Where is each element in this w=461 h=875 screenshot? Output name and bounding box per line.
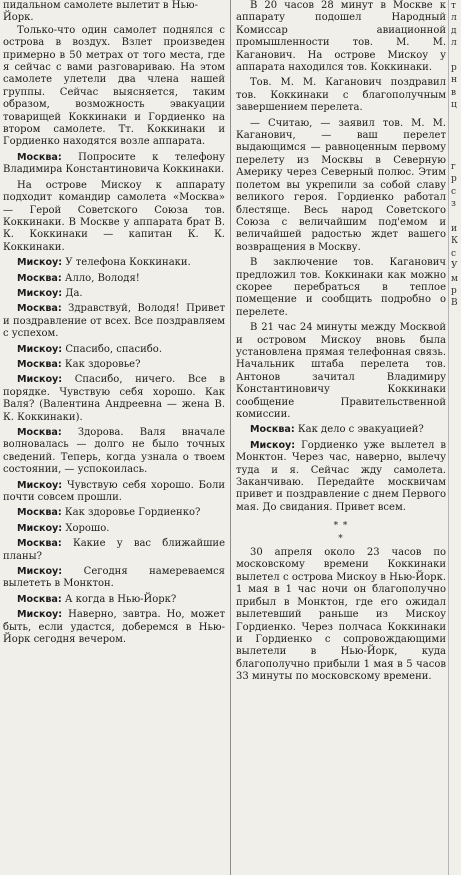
left-paragraph-2: На острове Мискоу к аппарату подходит командир самолета «Москва» — Герой Советского Союза тов. Коккинаки. В Москве у аппарата брат В. К. Коккинаки — капитан К. К. Коккинаки. <box>3 179 225 253</box>
edge-fragment: и <box>451 224 457 235</box>
dialogue-line <box>3 374 225 424</box>
dialogue-text: Гордиенко уже вылетел в Монктон. Через час, наверно, вылечу туда и я. Сейчас жду самолета. Заканчиваю. Передайте москвичам привет и поздравление с днем Первого мая. До свидания. Привет всем. <box>236 439 446 513</box>
speaker-label: Мискоу: <box>17 609 63 621</box>
edge-fragment: л <box>451 13 457 24</box>
dialogue-text: Наверно, завтра. Но, может быть, если удастся, доберемся в Нью-Йорк сегодня вечером. <box>3 609 225 646</box>
dialogue-line <box>3 538 225 563</box>
dialogue-text: Как дело с эвакуацией? <box>297 424 424 436</box>
dialogue-text: Чувствую себя хорошо. Боли почти совсем прошли. <box>3 479 225 504</box>
left-column <box>3 0 225 647</box>
left-dialogue-intro <box>3 152 225 177</box>
edge-fragment: У <box>451 261 458 272</box>
dialogue-line <box>3 257 225 269</box>
speaker-label: Мискоу: <box>17 374 63 386</box>
dialogue-line <box>3 609 225 646</box>
adjacent-column-fragment <box>451 0 461 875</box>
speaker-label: Москва: <box>17 427 62 438</box>
dialogue-text: Хорошо. <box>65 522 110 534</box>
speaker-label: Мискоу: <box>17 257 63 269</box>
edge-fragment: р <box>451 174 457 185</box>
edge-fragment: з <box>451 199 456 210</box>
dialogue-line <box>3 303 225 340</box>
speaker-label: Москва: <box>17 151 62 163</box>
dialogue-text: Как здоровье? <box>64 358 141 370</box>
speaker-label: Москва: <box>17 272 62 284</box>
edge-fragment <box>451 136 461 148</box>
dialogue-text: У телефона Коккинаки. <box>65 257 191 269</box>
dialogue-line <box>3 344 225 356</box>
edge-fragment: ц <box>451 100 457 111</box>
edge-fragment: м <box>451 273 459 284</box>
speaker-label: Мискоу: <box>250 439 296 451</box>
edge-fragment: н <box>451 75 457 86</box>
edge-fragment: д <box>451 25 457 36</box>
edge-fragment: В <box>451 298 458 309</box>
dialogue-text: Какие у вас ближайшие планы? <box>3 538 225 562</box>
speaker-label: Москва: <box>17 538 62 550</box>
left-opening-line: пидальном самолете вылетит в Нью-Йорк. <box>3 0 198 24</box>
right-paragraph-2: Тов. М. М. Каганович поздравил тов. Коккинаки с благополучным завершением перелета. <box>236 77 446 114</box>
left-paragraph-1: Только-что один самолет поднялся с острова в воздух. Взлет произведен примерно в 50 метрах от того места, где я сейчас с вами разговариваю. На этом самолете улетели два члена нашей группы. Сейчас выясняется, таким образом, возможность эвакуации товарищей Коккинаки и Гордиенко на втором самолете. Тт. Коккинаки и Гордиенко находятся возле аппарата. <box>3 24 225 148</box>
right-paragraph-5: В 21 час 24 минуты между Москвой и островом Мискоу вновь была установлена прямая телефонная связь. Начальник штаба перелета тов. Антонов зачитал Владимиру Константиновичу Коккинаки сообщение Правительственной комиссии. <box>236 322 446 420</box>
speaker-label: Мискоу: <box>17 287 63 299</box>
dialogue-line <box>3 523 225 535</box>
dialogue-text: Здорова. Валя вначале волновалась — долго не было точных сведений. Теперь, когда узнала о твоем состоянии, — успокоилась. <box>3 427 225 476</box>
right-dialogue-2 <box>236 440 446 514</box>
speaker-label: Мискоу: <box>17 343 63 355</box>
dialogue-text: Здравствуй, Володя! Привет и поздравление от всех. Все поздравляем с успехом. <box>3 303 225 340</box>
column-divider <box>230 0 231 875</box>
speaker-label: Мискоу: <box>17 522 63 534</box>
dialogue-line <box>3 566 225 591</box>
edge-fragment: с <box>451 186 457 197</box>
dialogue-line <box>3 507 225 519</box>
speaker-label: Москва: <box>250 424 295 436</box>
dialogue-text: Как здоровье Гордиенко? <box>64 507 201 519</box>
speaker-label: Москва: <box>17 593 62 605</box>
right-paragraph-1: В 20 часов 28 минут в Москве к аппарату подошел Народный Комиссар авиационной промышленности тов. М. М. Каганович. На острове Мискоу у аппарата находился тов. Коккинаки. <box>236 0 446 74</box>
dialogue-text: Спасибо, ничего. Все в порядке. Чувствую себя хорошо. Как Валя? (Валентина Андреевна — жена В. К. Коккинаки). <box>3 374 225 423</box>
speaker-label: Москва: <box>17 303 62 315</box>
section-separator: * * * <box>333 521 349 544</box>
dialogue-text: Сегодня намереваемся вылететь в Монктон. <box>3 566 225 590</box>
edge-fragment: р <box>451 62 457 73</box>
edge-fragment: в <box>451 87 457 98</box>
dialogue-text: Алло, Володя! <box>64 272 140 284</box>
dialogue-list <box>3 257 225 646</box>
edge-fragment: г <box>451 162 456 173</box>
right-paragraph-6: 30 апреля около 23 часов по московскому времени Коккинаки вылетел с острова Мискоу в Нью-Йорк. 1 мая в 1 час ночи он благополучно прибыл в Монктон, где его ожидал вылетевший раньше из Мискоу Гордиенко. Через полчаса Коккинаки и Гордиенко с сопровождающими вылетели в Нью-Йорк, куда благополучно прибыли 1 мая в 5 часов 33 минуты по московскому времени. <box>236 547 446 683</box>
speaker-label: Москва: <box>17 358 62 370</box>
dialogue-text: Да. <box>65 287 83 299</box>
edge-fragment <box>451 50 461 62</box>
edge-fragment <box>451 124 461 136</box>
right-edge-rule <box>448 0 449 875</box>
edge-fragment <box>451 112 461 124</box>
dialogue-line <box>3 480 225 505</box>
edge-fragment: с <box>451 248 457 259</box>
dialogue-line <box>3 273 225 285</box>
dialogue-text: Попросите к телефону Владимира Константиновича Коккинаки. <box>3 151 225 176</box>
dialogue-line <box>3 427 225 477</box>
dialogue-text: Спасибо, спасибо. <box>65 343 162 355</box>
edge-fragment: К <box>451 236 458 247</box>
right-dialogue-1 <box>236 424 446 436</box>
edge-fragment: л <box>451 38 457 49</box>
speaker-label: Мискоу: <box>17 566 63 578</box>
right-column <box>236 0 446 684</box>
speaker-label: Москва: <box>17 507 62 519</box>
dialogue-line <box>3 288 225 300</box>
dialogue-line <box>3 359 225 371</box>
dialogue-text: А когда в Нью-Йорк? <box>64 593 177 605</box>
edge-fragment <box>451 211 461 223</box>
edge-fragment: р <box>451 285 457 296</box>
edge-fragment <box>451 149 461 161</box>
speaker-label: Мискоу: <box>17 479 63 491</box>
right-paragraph-3: — Считаю, — заявил тов. М. М. Каганович, — ваш перелет выдающимся — равноценным первому перелету из Москвы в Северную Америку через Северный полюс. Этим полетом вы укрепили за собой славу великого героя. Гордиенко работал блестяще. Весь народ Советского Союза с величайшим под'емом и величайшей радостью ждет вашего возвращения в Москву. <box>236 117 446 253</box>
right-paragraph-4: В заключение тов. Каганович предложил тов. Коккинаки как можно скорее перебраться в теплое помещение и сообщить подробно о перелете. <box>236 257 446 318</box>
edge-fragment: т <box>451 1 456 11</box>
dialogue-line <box>3 594 225 606</box>
